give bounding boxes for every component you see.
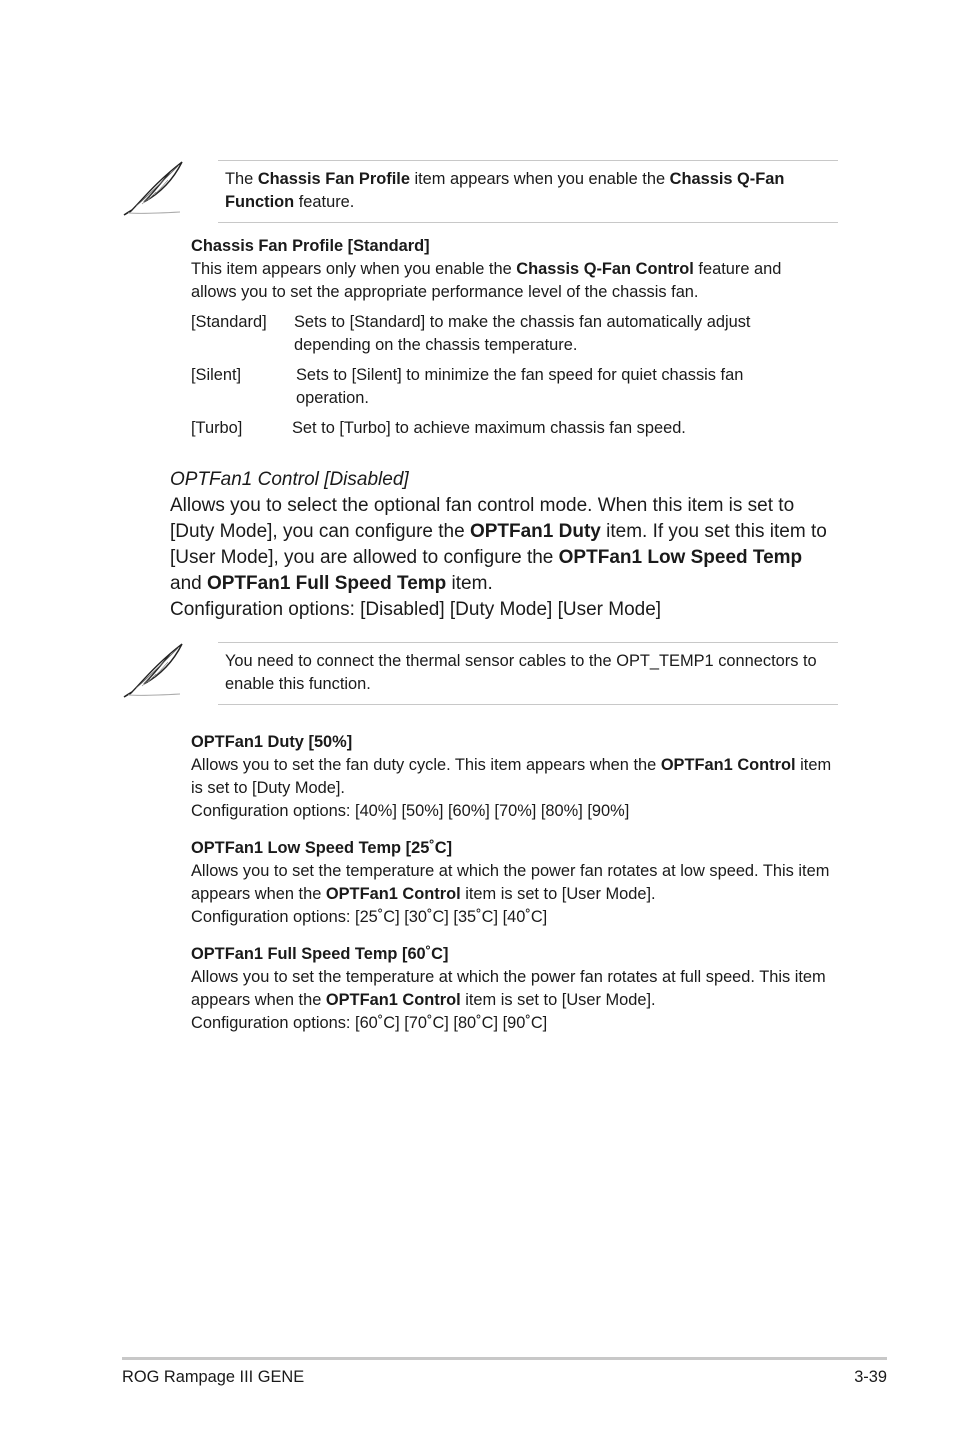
option-label: [Standard] bbox=[191, 313, 267, 331]
option-description: Sets to [Standard] to make the chassis fan automatically adjust depending on the chassis temperature. bbox=[294, 313, 751, 354]
section-heading: OPTFan1 Full Speed Temp [60˚C] bbox=[191, 945, 449, 963]
feather-pen-icon bbox=[122, 642, 186, 698]
section-heading: OPTFan1 Control [Disabled] bbox=[170, 469, 409, 490]
config-options: Configuration options: [60˚C] [70˚C] [80˚C] [90˚C] bbox=[191, 1014, 548, 1032]
section-description: This item appears only when you enable the Chassis Q-Fan Control feature and allows you to set the appropriate performance level of the chassis fan. bbox=[191, 260, 782, 301]
section-heading: OPTFan1 Duty [50%] bbox=[191, 733, 353, 751]
note-text: You need to connect the thermal sensor cables to the OPT_TEMP1 connectors to enable this function. bbox=[225, 652, 817, 693]
option-label: [Silent] bbox=[191, 366, 242, 384]
option-description: Sets to [Silent] to minimize the fan speed for quiet chassis fan operation. bbox=[296, 366, 744, 407]
option-label: [Turbo] bbox=[191, 419, 243, 437]
footer-product-name: ROG Rampage III GENE bbox=[122, 1368, 305, 1386]
config-options: Configuration options: [25˚C] [30˚C] [35˚C] [40˚C] bbox=[191, 908, 548, 926]
footer-page-number: 3-39 bbox=[854, 1368, 887, 1386]
note-box bbox=[122, 158, 838, 224]
note-bottom-rule bbox=[218, 222, 838, 223]
note-top-rule bbox=[218, 160, 838, 161]
section-description: Allows you to set the temperature at which the power fan rotates at low speed. This item appears when the OPTFan1 Control item is set to [User Mode]. bbox=[191, 862, 830, 903]
note-bottom-rule bbox=[218, 704, 838, 705]
note-text: The Chassis Fan Profile item appears when you enable the Chassis Q-Fan Function feature. bbox=[225, 170, 785, 211]
section-description: Allows you to set the fan duty cycle. This item appears when the OPTFan1 Control item is set to [Duty Mode]. bbox=[191, 756, 832, 797]
section-heading: Chassis Fan Profile [Standard] bbox=[191, 237, 430, 255]
option-description: Set to [Turbo] to achieve maximum chassis fan speed. bbox=[292, 419, 686, 437]
footer-rule bbox=[122, 1357, 887, 1360]
config-options: Configuration options: [Disabled] [Duty Mode] [User Mode] bbox=[170, 599, 662, 620]
feather-pen-icon bbox=[122, 160, 186, 216]
config-options: Configuration options: [40%] [50%] [60%] [70%] [80%] [90%] bbox=[191, 802, 630, 820]
section-description: Allows you to select the optional fan control mode. When this item is set to [Duty Mode], you can configure the OPTFan1 Duty item. If you set this item to [User Mode], you are allowed to configure the OPTFan1 Low Speed Temp and OPTFan1 Full Speed Temp item. bbox=[170, 495, 827, 594]
section-heading: OPTFan1 Low Speed Temp [25˚C] bbox=[191, 839, 453, 857]
note-top-rule bbox=[218, 642, 838, 643]
section-description: Allows you to set the temperature at which the power fan rotates at full speed. This item appears when the OPTFan1 Control item is set to [User Mode]. bbox=[191, 968, 826, 1009]
note-box bbox=[122, 640, 838, 706]
